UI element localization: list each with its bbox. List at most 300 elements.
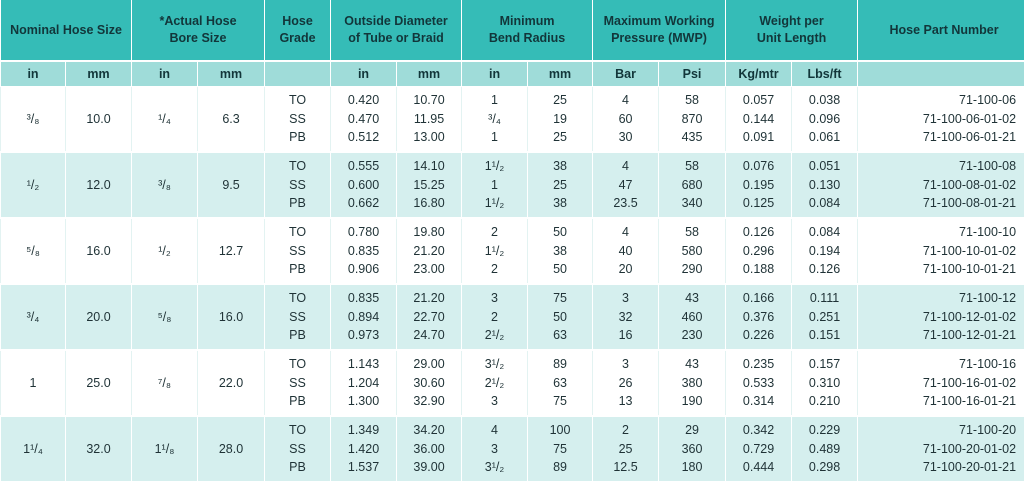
value: 26: [593, 374, 658, 393]
value: 19.80: [397, 223, 461, 242]
cell-lbs: [792, 152, 858, 218]
value: 0.076: [726, 157, 791, 176]
value: 16.80: [397, 194, 461, 213]
value: 0.195: [726, 176, 791, 195]
value: 0.298: [792, 458, 857, 477]
cell-od-in: [331, 152, 397, 218]
cell-stack: [792, 355, 857, 411]
value: 36.00: [397, 440, 461, 459]
cell-bend-in: [462, 416, 528, 482]
cell-stack: [528, 355, 592, 411]
header-nominal-hose-size: Nominal Hose Size: [1, 0, 132, 61]
value: 0.057: [726, 91, 791, 110]
cell-bore-in: 1¹/₈: [132, 416, 198, 482]
cell-stack: [858, 289, 1024, 345]
cell-bore-in: ¹/₄: [132, 87, 198, 153]
header-row: [1, 0, 1024, 61]
part-number: 71-100-12-01-02: [858, 308, 1016, 327]
value: 0.533: [726, 374, 791, 393]
cell-stack: [397, 157, 461, 213]
cell-bar: [593, 416, 659, 482]
header-hose-grade: [265, 0, 331, 61]
table-row: [1, 218, 1024, 284]
value: 12.5: [593, 458, 658, 477]
value: 0.835: [331, 289, 396, 308]
cell-bore-mm: 16.0: [198, 284, 265, 350]
cell-stack: [593, 421, 658, 477]
value: 21.20: [397, 242, 461, 261]
value: 89: [528, 458, 592, 477]
unit-lbs-ft: Lbs/ft: [792, 61, 858, 87]
cell-bore-mm: 28.0: [198, 416, 265, 482]
cell-nom-in: 1¹/₄: [1, 416, 66, 482]
hose-grade: SS: [265, 440, 330, 459]
unit-row: [1, 61, 1024, 87]
value: 100: [528, 421, 592, 440]
cell-stack: [792, 91, 857, 147]
value: 75: [528, 289, 592, 308]
hose-grade: TO: [265, 223, 330, 242]
cell-bore-in: ³/₈: [132, 152, 198, 218]
cell-stack: [726, 157, 791, 213]
value: 3¹/₂: [462, 458, 527, 477]
cell-part: [858, 284, 1024, 350]
cell-lbs: [792, 284, 858, 350]
cell-bend-in: [462, 284, 528, 350]
value: 11.95: [397, 110, 461, 129]
cell-stack: [331, 355, 396, 411]
value: 63: [528, 374, 592, 393]
value: 0.314: [726, 392, 791, 411]
part-number: 71-100-08-01-21: [858, 194, 1016, 213]
table-row: [1, 152, 1024, 218]
value: 23.5: [593, 194, 658, 213]
cell-stack: [858, 355, 1024, 411]
value: 0.470: [331, 110, 396, 129]
value: 38: [528, 194, 592, 213]
value: 0.376: [726, 308, 791, 327]
part-number: 71-100-12-01-21: [858, 326, 1016, 345]
cell-od-in: [331, 350, 397, 416]
cell-stack: [331, 289, 396, 345]
value: 58: [659, 223, 725, 242]
cell-kg: [726, 416, 792, 482]
part-number: 71-100-06: [858, 91, 1016, 110]
value: 2: [462, 223, 527, 242]
cell-stack: [462, 355, 527, 411]
cell-od-in: [331, 284, 397, 350]
value: 16: [593, 326, 658, 345]
cell-bore-in: ⁵/₈: [132, 284, 198, 350]
cell-bend-in: [462, 350, 528, 416]
value: 1: [462, 91, 527, 110]
cell-bend-mm: [528, 87, 593, 153]
value: 1¹/₂: [462, 157, 527, 176]
cell-psi: [659, 152, 726, 218]
value: 0.444: [726, 458, 791, 477]
cell-od-mm: [397, 416, 462, 482]
part-number: 71-100-16-01-21: [858, 392, 1016, 411]
cell-grades: [265, 284, 331, 350]
header-weight-per-length: [726, 0, 858, 61]
cell-stack: [462, 91, 527, 147]
value: 0.296: [726, 242, 791, 261]
value: 0.038: [792, 91, 857, 110]
cell-bend-mm: [528, 416, 593, 482]
cell-stack: [265, 157, 330, 213]
header-bore-label: *Actual Hose Bore Size: [159, 14, 236, 45]
hose-grade: PB: [265, 392, 330, 411]
cell-od-in: [331, 87, 397, 153]
value: 0.555: [331, 157, 396, 176]
value: 30.60: [397, 374, 461, 393]
part-number: 71-100-10-01-21: [858, 260, 1016, 279]
value: 14.10: [397, 157, 461, 176]
value: 0.151: [792, 326, 857, 345]
cell-grades: [265, 350, 331, 416]
value: 75: [528, 440, 592, 459]
header-min-bend-radius: [462, 0, 593, 61]
cell-psi: [659, 350, 726, 416]
part-number: 71-100-06-01-21: [858, 128, 1016, 147]
value: 50: [528, 223, 592, 242]
value: 0.144: [726, 110, 791, 129]
cell-bar: [593, 87, 659, 153]
value: 38: [528, 242, 592, 261]
value: 0.342: [726, 421, 791, 440]
value: 25: [528, 176, 592, 195]
value: 10.70: [397, 91, 461, 110]
cell-bend-mm: [528, 284, 593, 350]
cell-stack: [659, 223, 725, 279]
cell-nom-mm: 16.0: [66, 218, 132, 284]
cell-bend-mm: [528, 152, 593, 218]
cell-bar: [593, 218, 659, 284]
header-actual-bore-size: [132, 0, 265, 61]
value: 34.20: [397, 421, 461, 440]
cell-nom-in: 1: [1, 350, 66, 416]
cell-od-mm: [397, 152, 462, 218]
value: 1: [462, 128, 527, 147]
unit-kg-mtr: Kg/mtr: [726, 61, 792, 87]
value: 3: [593, 289, 658, 308]
value: 0.512: [331, 128, 396, 147]
cell-nom-mm: 12.0: [66, 152, 132, 218]
hose-grade: TO: [265, 421, 330, 440]
cell-bore-in: ⁷/₈: [132, 350, 198, 416]
cell-lbs: [792, 87, 858, 153]
value: 4: [593, 157, 658, 176]
value: 3¹/₂: [462, 355, 527, 374]
value: 19: [528, 110, 592, 129]
hose-grade: SS: [265, 110, 330, 129]
value: 0.130: [792, 176, 857, 195]
value: 13: [593, 392, 658, 411]
value: 3: [462, 440, 527, 459]
cell-stack: [858, 223, 1024, 279]
cell-stack: [792, 289, 857, 345]
unit-bend-mm: mm: [528, 61, 593, 87]
value: 58: [659, 91, 725, 110]
cell-stack: [659, 355, 725, 411]
cell-part: [858, 416, 1024, 482]
value: 43: [659, 355, 725, 374]
value: 0.229: [792, 421, 857, 440]
value: 0.906: [331, 260, 396, 279]
value: 0.662: [331, 194, 396, 213]
value: 1¹/₂: [462, 242, 527, 261]
cell-stack: [659, 421, 725, 477]
hose-grade: TO: [265, 157, 330, 176]
cell-od-mm: [397, 218, 462, 284]
value: 89: [528, 355, 592, 374]
unit-bar: Bar: [593, 61, 659, 87]
cell-stack: [331, 91, 396, 147]
cell-od-mm: [397, 87, 462, 153]
cell-bore-mm: 6.3: [198, 87, 265, 153]
value: 32.90: [397, 392, 461, 411]
cell-stack: [593, 157, 658, 213]
hose-grade: PB: [265, 128, 330, 147]
cell-od-in: [331, 218, 397, 284]
cell-lbs: [792, 218, 858, 284]
part-number: 71-100-08: [858, 157, 1016, 176]
value: 180: [659, 458, 725, 477]
value: 0.157: [792, 355, 857, 374]
value: 0.188: [726, 260, 791, 279]
value: 1: [462, 176, 527, 195]
part-number: 71-100-16-01-02: [858, 374, 1016, 393]
value: 3: [462, 289, 527, 308]
value: 0.235: [726, 355, 791, 374]
value: 43: [659, 289, 725, 308]
cell-stack: [265, 355, 330, 411]
value: 0.973: [331, 326, 396, 345]
table-row: [1, 87, 1024, 153]
hose-grade: SS: [265, 374, 330, 393]
cell-lbs: [792, 350, 858, 416]
value: 63: [528, 326, 592, 345]
cell-stack: [331, 421, 396, 477]
hose-grade: TO: [265, 91, 330, 110]
hose-grade: TO: [265, 289, 330, 308]
value: 380: [659, 374, 725, 393]
header-grade-label: Hose Grade: [279, 14, 315, 45]
cell-bend-in: [462, 152, 528, 218]
value: 4: [593, 223, 658, 242]
value: 0.194: [792, 242, 857, 261]
value: 0.111: [792, 289, 857, 308]
header-max-working-pressure: [593, 0, 726, 61]
value: 4: [593, 91, 658, 110]
value: 360: [659, 440, 725, 459]
unit-bend-in: in: [462, 61, 528, 87]
value: 0.780: [331, 223, 396, 242]
hose-grade: PB: [265, 194, 330, 213]
value: 60: [593, 110, 658, 129]
cell-stack: [528, 91, 592, 147]
cell-stack: [726, 421, 791, 477]
cell-od-mm: [397, 284, 462, 350]
value: 290: [659, 260, 725, 279]
value: 0.420: [331, 91, 396, 110]
header-od-label: Outside Diameter of Tube or Braid: [344, 14, 448, 45]
cell-bar: [593, 284, 659, 350]
cell-stack: [593, 91, 658, 147]
cell-stack: [659, 91, 725, 147]
cell-stack: [265, 223, 330, 279]
value: 0.251: [792, 308, 857, 327]
unit-psi: Psi: [659, 61, 726, 87]
value: 50: [528, 308, 592, 327]
cell-kg: [726, 284, 792, 350]
value: 38: [528, 157, 592, 176]
value: 50: [528, 260, 592, 279]
value: 190: [659, 392, 725, 411]
cell-stack: [331, 157, 396, 213]
value: 21.20: [397, 289, 461, 308]
value: 0.125: [726, 194, 791, 213]
part-number: 71-100-06-01-02: [858, 110, 1016, 129]
value: 1.537: [331, 458, 396, 477]
value: 29: [659, 421, 725, 440]
value: 0.126: [792, 260, 857, 279]
value: 0.096: [792, 110, 857, 129]
hose-grade: SS: [265, 308, 330, 327]
value: 25: [593, 440, 658, 459]
value: 0.835: [331, 242, 396, 261]
value: 0.091: [726, 128, 791, 147]
value: 30: [593, 128, 658, 147]
value: 230: [659, 326, 725, 345]
cell-part: [858, 218, 1024, 284]
part-number: 71-100-16: [858, 355, 1016, 374]
unit-nom-mm: mm: [66, 61, 132, 87]
cell-stack: [858, 157, 1024, 213]
value: 1.143: [331, 355, 396, 374]
cell-grades: [265, 218, 331, 284]
cell-stack: [726, 289, 791, 345]
unit-bore-in: in: [132, 61, 198, 87]
value: 0.166: [726, 289, 791, 308]
value: 32: [593, 308, 658, 327]
cell-stack: [265, 91, 330, 147]
cell-stack: [265, 421, 330, 477]
cell-bore-in: ¹/₂: [132, 218, 198, 284]
value: 870: [659, 110, 725, 129]
cell-nom-mm: 20.0: [66, 284, 132, 350]
cell-stack: [528, 289, 592, 345]
cell-stack: [462, 157, 527, 213]
cell-od-mm: [397, 350, 462, 416]
cell-bore-mm: 9.5: [198, 152, 265, 218]
cell-kg: [726, 152, 792, 218]
cell-stack: [528, 421, 592, 477]
value: 2: [593, 421, 658, 440]
value: 4: [462, 421, 527, 440]
value: 2: [462, 308, 527, 327]
part-number: 71-100-08-01-02: [858, 176, 1016, 195]
hose-grade: PB: [265, 326, 330, 345]
value: 15.25: [397, 176, 461, 195]
value: 340: [659, 194, 725, 213]
header-weight-label: Weight per Unit Length: [757, 14, 826, 45]
hose-grade: SS: [265, 176, 330, 195]
value: 47: [593, 176, 658, 195]
value: 0.894: [331, 308, 396, 327]
part-number: 71-100-10-01-02: [858, 242, 1016, 261]
unit-nom-in: in: [1, 61, 66, 87]
value: 0.126: [726, 223, 791, 242]
value: 22.70: [397, 308, 461, 327]
cell-nom-in: ³/₈: [1, 87, 66, 153]
cell-stack: [659, 289, 725, 345]
value: 3: [593, 355, 658, 374]
cell-stack: [858, 421, 1024, 477]
value: 580: [659, 242, 725, 261]
cell-kg: [726, 218, 792, 284]
cell-bend-mm: [528, 218, 593, 284]
cell-bend-in: [462, 87, 528, 153]
value: 2¹/₂: [462, 326, 527, 345]
value: 3: [462, 392, 527, 411]
cell-part: [858, 350, 1024, 416]
cell-nom-mm: 10.0: [66, 87, 132, 153]
hose-grade: TO: [265, 355, 330, 374]
cell-stack: [726, 91, 791, 147]
value: 0.051: [792, 157, 857, 176]
cell-stack: [726, 355, 791, 411]
cell-psi: [659, 87, 726, 153]
value: 58: [659, 157, 725, 176]
part-number: 71-100-20: [858, 421, 1016, 440]
cell-lbs: [792, 416, 858, 482]
cell-stack: [726, 223, 791, 279]
value: 1.420: [331, 440, 396, 459]
cell-bend-in: [462, 218, 528, 284]
cell-stack: [792, 223, 857, 279]
unit-grade-blank: [265, 61, 331, 87]
cell-psi: [659, 416, 726, 482]
value: 1¹/₂: [462, 194, 527, 213]
cell-grades: [265, 87, 331, 153]
cell-bar: [593, 152, 659, 218]
cell-nom-mm: 32.0: [66, 416, 132, 482]
cell-stack: [528, 157, 592, 213]
part-number: 71-100-10: [858, 223, 1016, 242]
cell-stack: [462, 421, 527, 477]
cell-nom-in: ¹/₂: [1, 152, 66, 218]
value: 13.00: [397, 128, 461, 147]
table-row: [1, 350, 1024, 416]
value: 1.300: [331, 392, 396, 411]
unit-part-blank: [858, 61, 1024, 87]
part-number: 71-100-20-01-21: [858, 458, 1016, 477]
cell-psi: [659, 218, 726, 284]
cell-stack: [397, 355, 461, 411]
value: 25: [528, 91, 592, 110]
cell-bend-mm: [528, 350, 593, 416]
value: 0.729: [726, 440, 791, 459]
part-number: 71-100-12: [858, 289, 1016, 308]
cell-nom-in: ³/₄: [1, 284, 66, 350]
table-row: [1, 416, 1024, 482]
cell-nom-in: ⁵/₈: [1, 218, 66, 284]
cell-stack: [659, 157, 725, 213]
value: 1.349: [331, 421, 396, 440]
unit-od-in: in: [331, 61, 397, 87]
header-part-number: Hose Part Number: [858, 0, 1024, 61]
